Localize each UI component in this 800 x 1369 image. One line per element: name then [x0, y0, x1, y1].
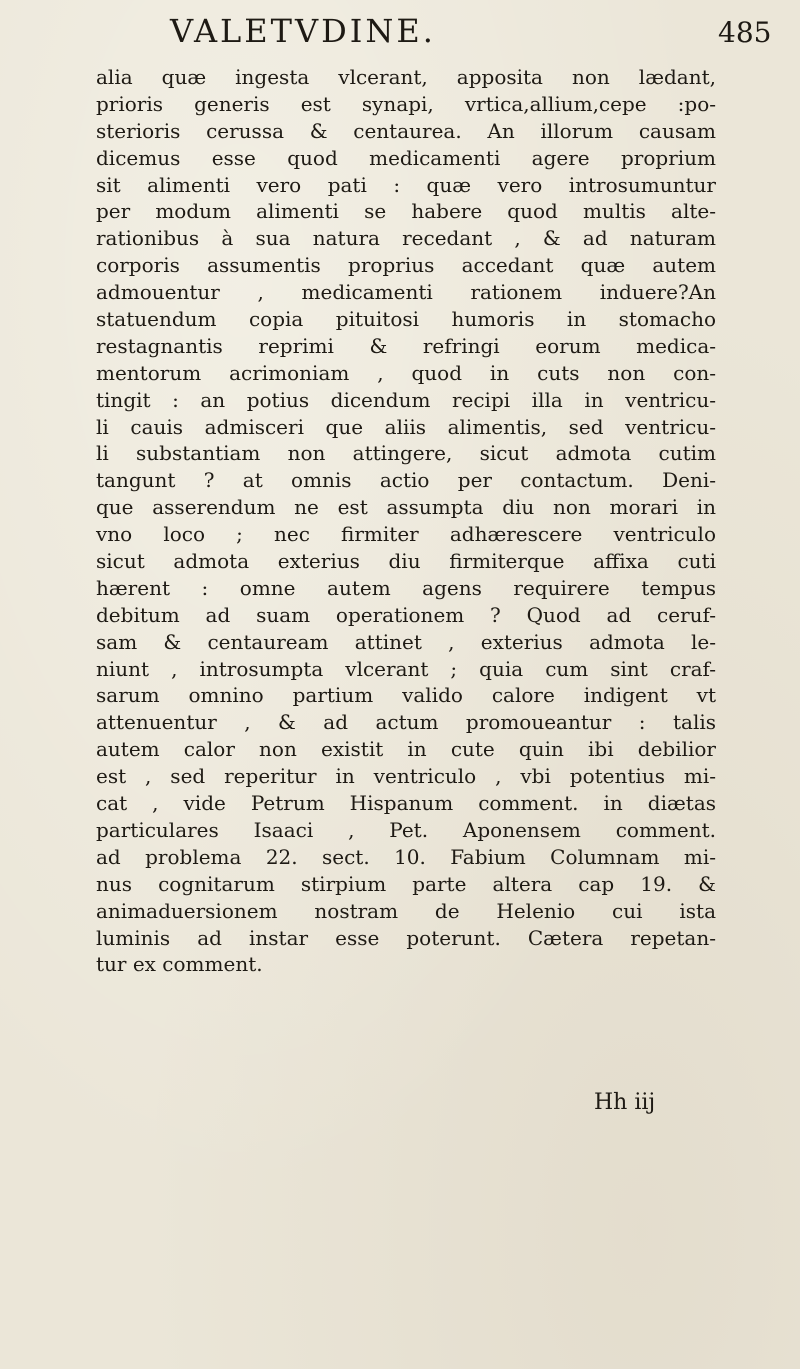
text-line: debitum ad suam operationem ? Quod ad ceruf-: [96, 602, 716, 627]
text-line: sit alimenti vero pati : quæ vero introsumuntur: [96, 172, 716, 197]
text-line: ad problema 22. sect. 10. Fabium Columnam mi-: [96, 844, 716, 869]
page-number: 485: [718, 16, 772, 49]
text-line: statuendum copia pituitosi humoris in stomacho: [96, 307, 716, 332]
text-line: alia quæ ingesta vlcerant, apposita non lædant,: [96, 65, 716, 89]
text-line: vno loco ; nec firmiter adhærescere ventriculo: [96, 522, 716, 547]
text-line: mentorum acrimoniam , quod in cuts non con-: [96, 360, 716, 385]
text-line: rationibus à sua natura recedant , & ad naturam: [96, 226, 716, 251]
text-line: tingit : an potius dicendum recipi illa in ventricu-: [96, 387, 716, 412]
signature-mark: Hh iij: [594, 1090, 656, 1115]
text-line: cat , vide Petrum Hispanum comment. in diætas: [96, 791, 716, 816]
text-line: nus cognitarum stirpium parte altera cap 19. &: [96, 871, 716, 896]
text-line: sterioris cerussa & centaurea. An illorum causam: [96, 118, 716, 143]
text-line: dicemus esse quod medicamenti agere proprium: [96, 145, 716, 170]
text-line: corporis assumentis proprius accedant quæ autem: [96, 253, 716, 278]
text-line: admouentur , medicamenti rationem induere?An: [96, 280, 716, 305]
text-line: prioris generis est synapi, vrtica,allium,cepe :po-: [96, 91, 716, 116]
text-line: li substantiam non attingere, sicut admota cutim: [96, 441, 716, 466]
text-line: hærent : omne autem agens requirere tempus: [96, 575, 716, 600]
text-line: niunt , introsumpta vlcerant ; quia cum sint craf-: [96, 656, 716, 681]
text-line: sarum omnino partium valido calore indigent vt: [96, 683, 716, 708]
body-text: [96, 64, 716, 978]
text-line: sicut admota exterius diu firmiterque affixa cuti: [96, 549, 716, 574]
text-line: sam & centauream attinet , exterius admota le-: [96, 629, 716, 654]
text-line: restagnantis reprimi & refringi eorum medica-: [96, 333, 716, 358]
text-line: tur ex comment.: [96, 952, 263, 977]
text-line: animaduersionem nostram de Helenio cui ista: [96, 898, 716, 923]
running-head: VALETVDINE.: [170, 12, 436, 50]
text-line: per modum alimenti se habere quod multis alte-: [96, 199, 716, 224]
text-line: attenuentur , & ad actum promoueantur : talis: [96, 710, 716, 735]
text-line: tangunt ? at omnis actio per contactum. Deni-: [96, 468, 716, 493]
text-line: est , sed reperitur in ventriculo , vbi potentius mi-: [96, 764, 716, 789]
text-line: que asserendum ne est assumpta diu non morari in: [96, 495, 716, 520]
text-line: li cauis admisceri que aliis alimentis, sed ventricu-: [96, 414, 716, 439]
text-line: particulares Isaaci , Pet. Aponensem comment.: [96, 817, 716, 842]
text-line: autem calor non existit in cute quin ibi debilior: [96, 737, 716, 762]
text-line: luminis ad instar esse poterunt. Cætera repetan-: [96, 925, 716, 950]
